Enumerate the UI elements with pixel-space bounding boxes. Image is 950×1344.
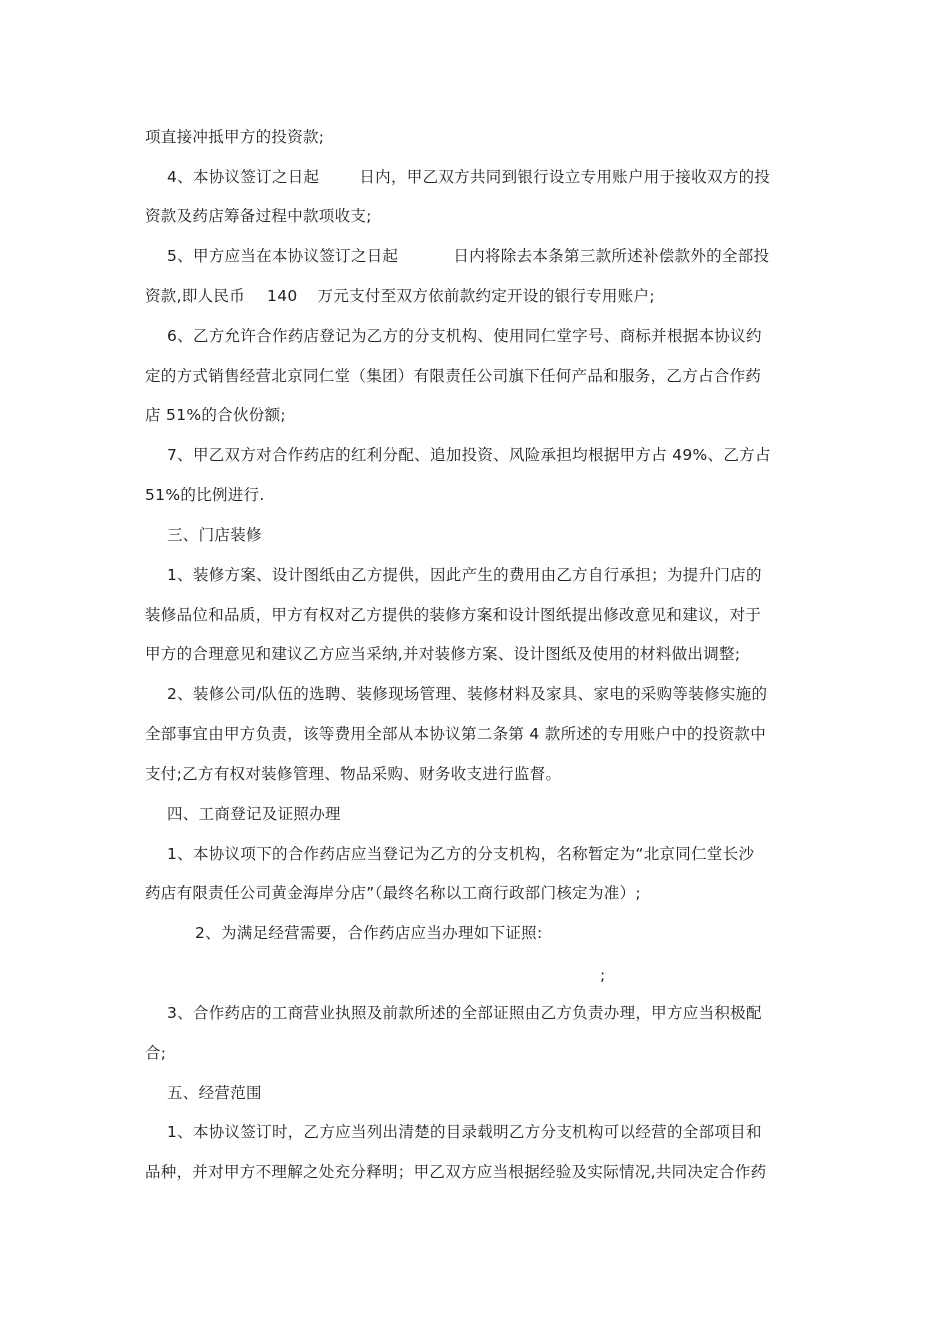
text-line: 1、装修方案、设计图纸由乙方提供，因此产生的费用由乙方自行承担；为提升门店的	[167, 566, 762, 584]
text-line: 甲方的合理意见和建议乙方应当采纳,并对装修方案、设计图纸及使用的材料做出调整;	[145, 645, 741, 663]
text-line: 支付;乙方有权对装修管理、物品采购、财务收支进行监督。	[145, 765, 562, 783]
text-line: 合;	[145, 1044, 167, 1062]
section-heading: 五、经营范围	[167, 1084, 262, 1102]
text-line: 装修品位和品质，甲方有权对乙方提供的装修方案和设计图纸提出修改意见和建议，对于	[145, 606, 762, 624]
text-line: 6、乙方允许合作药店登记为乙方的分支机构、使用同仁堂字号、商标并根据本协议约	[167, 327, 762, 345]
text-line: 药店有限责任公司黄金海岸分店”（最终名称以工商行政部门核定为准）;	[145, 884, 641, 902]
text-line: 2、为满足经营需要，合作药店应当办理如下证照:	[195, 924, 543, 942]
text-line: 51%的比例进行.	[145, 486, 265, 504]
text-line: 定的方式销售经营北京同仁堂（集团）有限责任公司旗下任何产品和服务，乙方占合作药	[145, 367, 762, 385]
section-heading: 三、门店装修	[167, 526, 262, 544]
text-line: 1、本协议项下的合作药店应当登记为乙方的分支机构，名称暂定为“北京同仁堂长沙	[167, 845, 755, 863]
text-line: 项直接冲抵甲方的投资款;	[145, 128, 325, 146]
text-line: 1、本协议签订时，乙方应当列出清楚的目录载明乙方分支机构可以经营的全部项目和	[167, 1123, 762, 1141]
text-line: ;	[600, 966, 606, 984]
text-line: 店 51%的合伙份额;	[145, 406, 286, 424]
section-heading: 四、工商登记及证照办理	[167, 805, 341, 823]
text-line: 2、装修公司/队伍的选聘、装修现场管理、装修材料及家具、家电的采购等装修实施的	[167, 685, 768, 703]
text-line: 品种，并对甲方不理解之处充分释明；甲乙双方应当根据经验及实际情况,共同决定合作药	[145, 1163, 767, 1181]
text-line: 资款及药店筹备过程中款项收支;	[145, 207, 372, 225]
text-line: 资款,即人民币 140 万元支付至双方依前款约定开设的银行专用账户;	[145, 287, 655, 305]
text-line: 4、本协议签订之日起 日内，甲乙双方共同到银行设立专用账户用于接收双方的投	[167, 168, 771, 186]
text-line: 全部事宜由甲方负责，该等费用全部从本协议第二条第 4 款所述的专用账户中的投资款中	[145, 725, 767, 743]
text-line: 7、甲乙双方对合作药店的红利分配、追加投资、风险承担均根据甲方占 49%、乙方占	[167, 446, 771, 464]
text-line: 5、甲方应当在本协议签订之日起 日内将除去本条第三款所述补偿款外的全部投	[167, 247, 770, 265]
text-line: 3、合作药店的工商营业执照及前款所述的全部证照由乙方负责办理，甲方应当积极配	[167, 1004, 762, 1022]
amount-value: 140	[267, 287, 298, 305]
